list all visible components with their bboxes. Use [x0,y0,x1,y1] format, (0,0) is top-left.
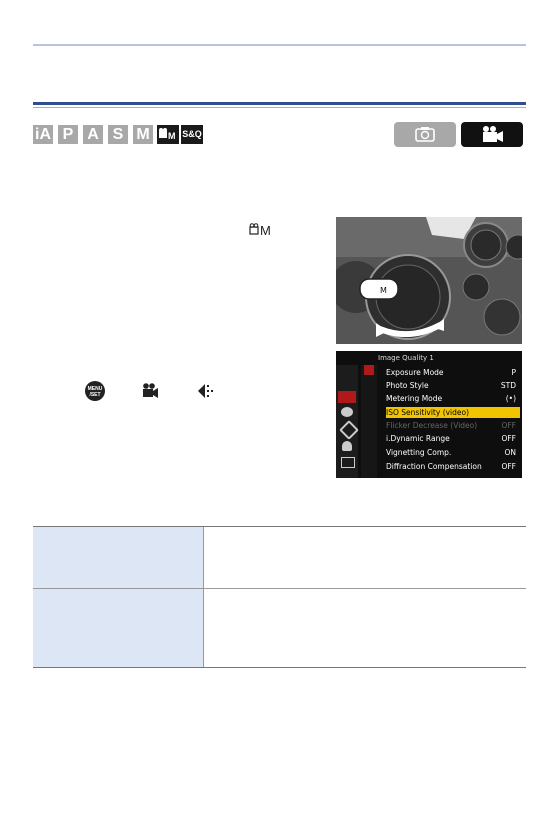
mode-dial-photo [336,217,522,344]
mode-m-icon: M [133,125,153,144]
video-camera-icon [461,122,523,147]
person-icon [342,441,352,451]
mode-sq-icon: S&Q [181,125,203,144]
camera-icon [394,122,456,147]
svg-text:M: M [260,223,271,238]
svg-text:/SET: /SET [89,392,101,398]
mode-p-icon: P [58,125,78,144]
svg-text:M: M [380,286,387,295]
menu-sidebar-main [336,365,358,478]
svg-text:MENU: MENU [87,386,103,392]
video-mode-tab [461,122,523,147]
image-quality-tab-icon [364,365,374,375]
photo-mode-tab [394,122,456,147]
menu-row[interactable]: Photo Style STD [386,381,516,390]
section-rule-thin [33,107,526,108]
menu-row[interactable]: i.Dynamic Range OFF [386,434,516,443]
menu-row[interactable]: Vignetting Comp. ON [386,448,516,457]
table-divider [33,667,526,668]
menu-row[interactable]: Diffraction Compensation OFF [386,462,516,471]
section-rule [33,102,526,105]
table-row-header [33,589,203,667]
gear-icon [341,407,353,417]
menu-row-disabled: Flicker Decrease (Video) OFF [386,421,516,430]
menu-row[interactable]: Exposure Mode P [386,368,516,377]
mode-movie-m-icon [157,125,179,144]
menu-set-button-icon [84,380,106,405]
menu-row[interactable]: Metering Mode (•) [386,394,516,403]
menu-row-selected[interactable]: ISO Sensitivity (video) [386,407,520,418]
mode-s-icon: S [108,125,128,144]
wrench-icon [339,420,359,440]
video-menu-icon [140,382,160,403]
svg-text:M: M [168,131,176,141]
video-tab-selected [338,391,356,403]
mode-a-icon: A [83,125,103,144]
movie-m-mode-icon [249,222,273,241]
mode-ia-icon: iA [35,126,51,143]
image-quality-icon [196,382,216,403]
menu-title: Image Quality 1 [378,354,434,362]
playback-icon [341,457,355,468]
header-rule [33,44,526,46]
table-column-divider [203,589,204,667]
table-row-header [33,527,203,588]
menu-sidebar-sub [361,365,377,478]
camera-menu-screenshot [336,351,522,478]
table-column-divider [203,527,204,588]
